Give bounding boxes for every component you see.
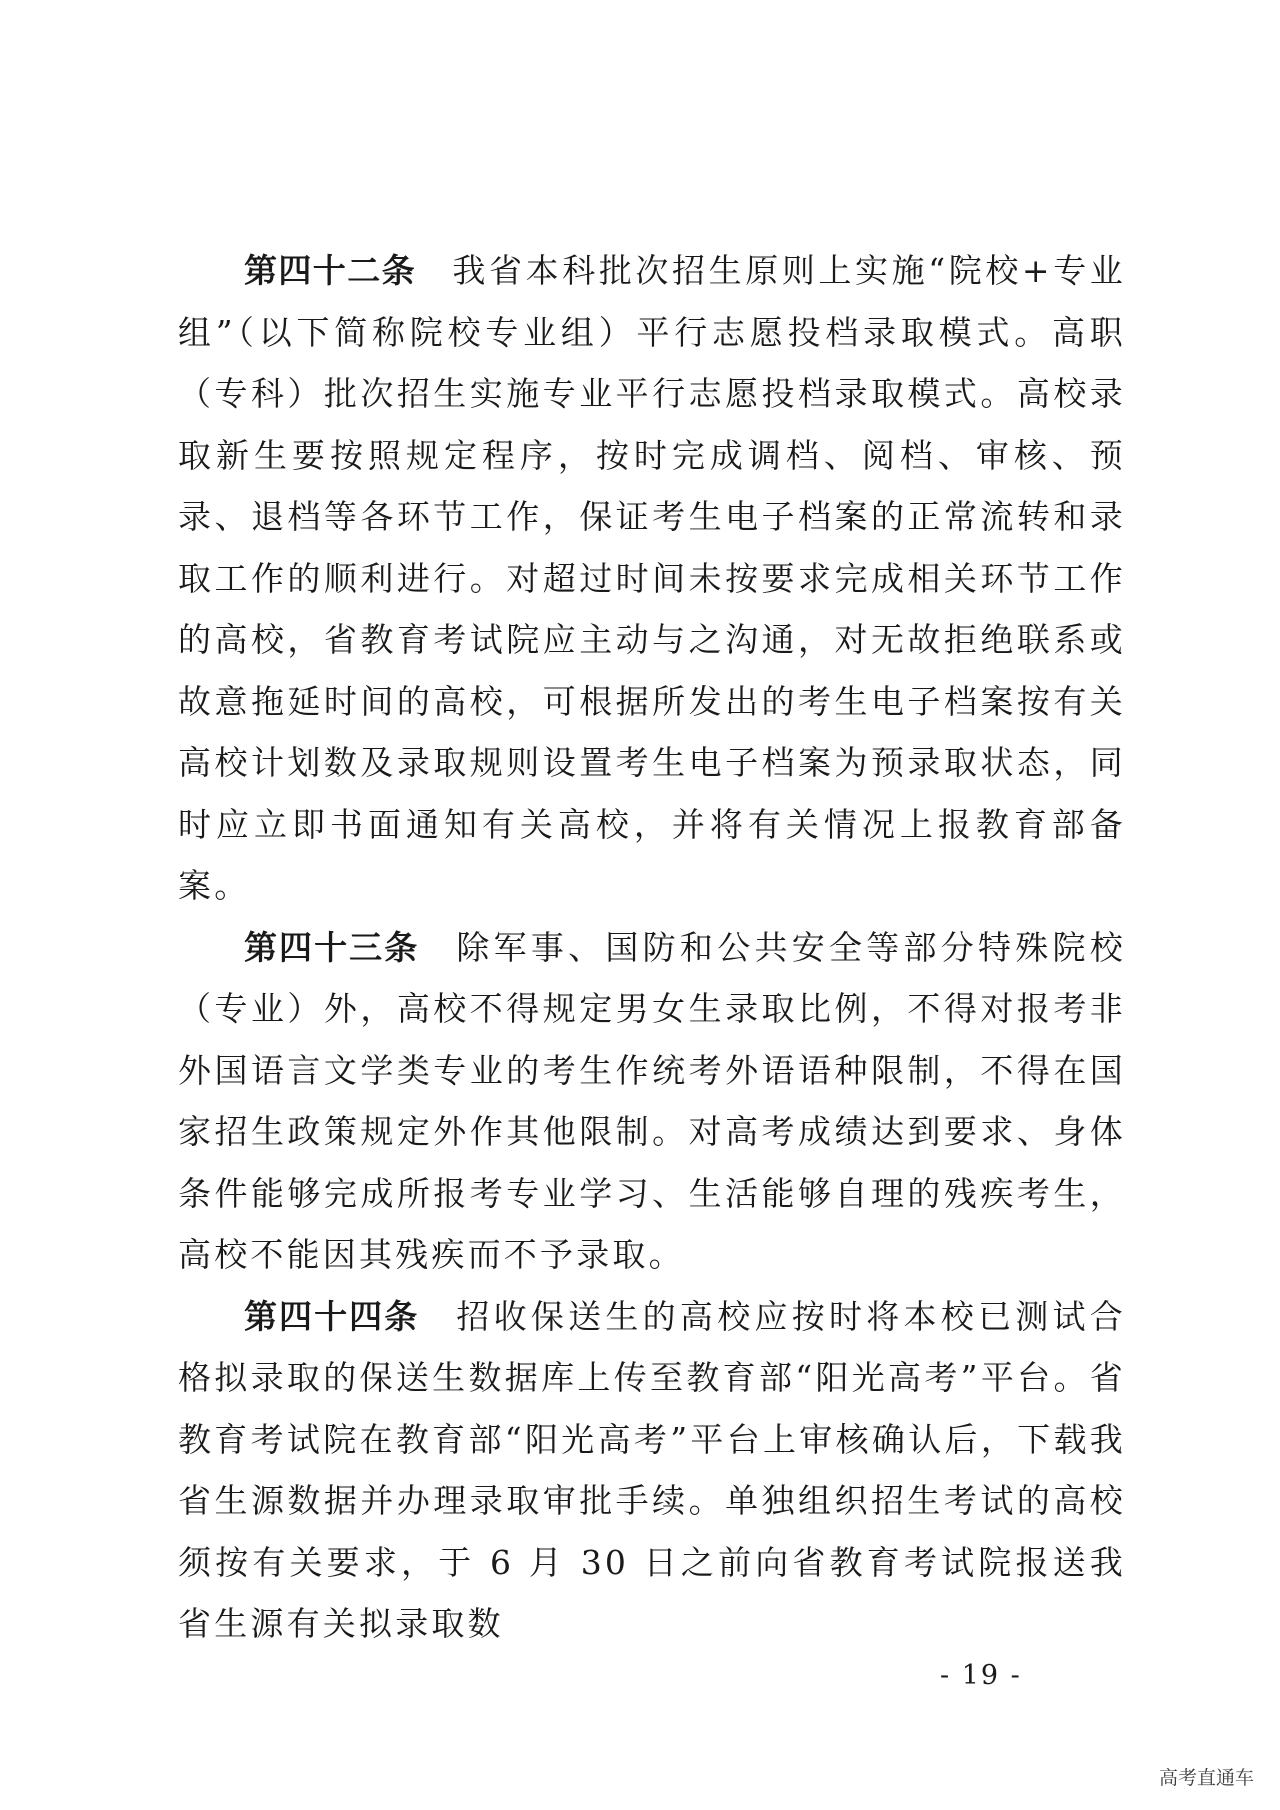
article-heading: 第四十二条 xyxy=(244,251,417,290)
article-text: 除军事、国防和公共安全等部分特殊院校（专业）外，高校不得规定男女生录取比例，不得对报考非外国语言文学类专业的考生作统考外语语种限制，不得在国家招生政策规定外作其他限制。对高考成绩达到要求、身体条件能够完成所报考专业学习、生活能够自理的残疾考生，高校不能因其残疾而不予录取。 xyxy=(178,927,1127,1274)
article-43 xyxy=(178,917,1126,1286)
article-text: 招收保送生的高校应按时将本校已测试合格拟录取的保送生数据库上传至教育部“阳光高考”平台。省教育考试院在教育部“阳光高考”平台上审核确认后，下载我省生源数据并办理录取审批手续。单独组织招生考试的高校须按有关要求，于 6 月 30 日之前向省教育考试院报送我省生源有关拟录取数 xyxy=(178,1296,1127,1643)
article-heading: 第四十三条 xyxy=(244,927,420,967)
article-heading: 第四十四条 xyxy=(244,1296,420,1336)
article-44 xyxy=(178,1286,1126,1655)
article-text: 我省本科批次招生原则上实施“院校+专业组”（以下简称院校专业组）平行志愿投档录取模式。高职（专科）批次招生实施专业平行志愿投档录取模式。高校录取新生要按照规定程序，按时完成调档、阅档、审核、预录、退档等各环节工作，保证考生电子档案的正常流转和录取工作的顺利进行。对超过时间未按要求完成相关环节工作的高校，省教育考试院应主动与之沟通，对无故拒绝联系或故意拖延时间的高校，可根据所发出的考生电子档案按有关高校计划数及录取规则设置考生电子档案为预录取状态，同时应立即书面通知有关高校，并将有关情况上报教育部备案。 xyxy=(178,251,1126,905)
page-number: - 19 - xyxy=(940,1660,1022,1691)
article-42 xyxy=(178,240,1126,917)
document-body xyxy=(178,240,1126,1655)
source-watermark: 高考直通车 xyxy=(1158,1767,1254,1789)
